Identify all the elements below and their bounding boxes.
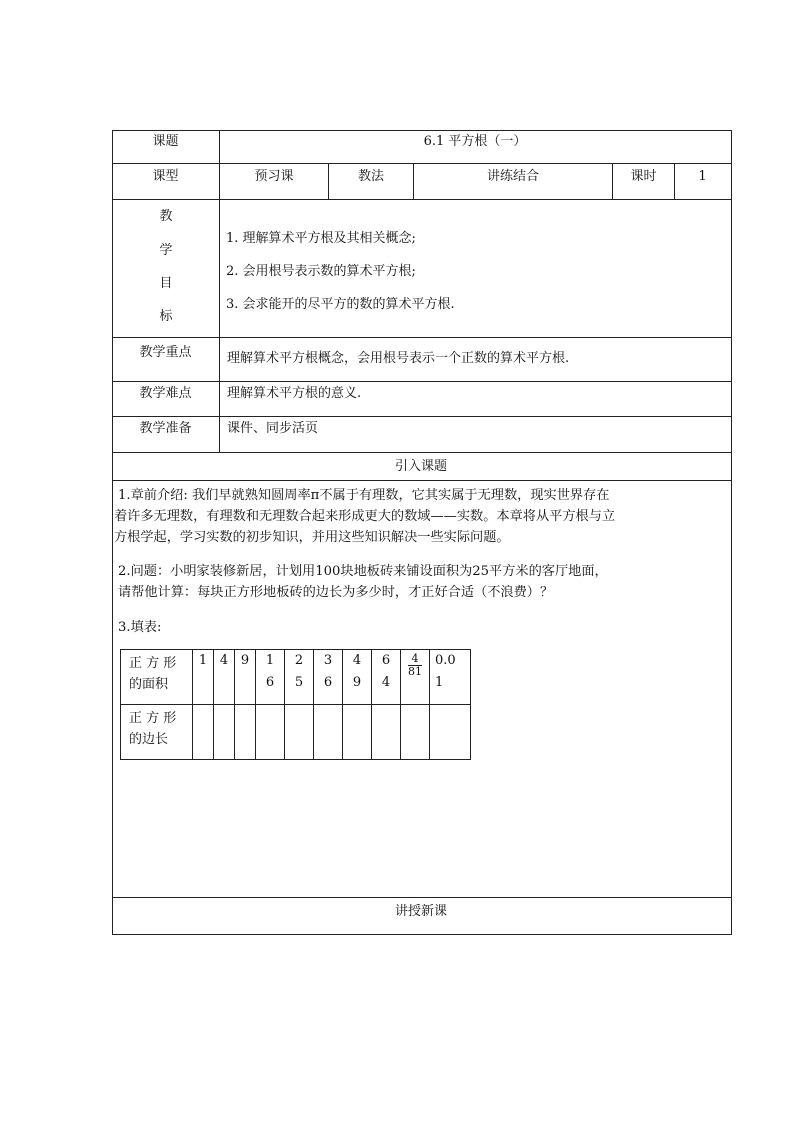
- preparation-value: 课件、同步活页: [227, 421, 319, 436]
- area-cell: 4 9: [343, 650, 372, 705]
- objective-item: 3. 会求能开的尽平方的数的算术平方根.: [226, 297, 455, 312]
- area-cell: 9: [235, 650, 256, 705]
- side-cell[interactable]: [214, 705, 235, 760]
- difficulty-value: 理解算术平方根的意义.: [227, 386, 362, 401]
- side-cell[interactable]: [372, 705, 401, 760]
- area-cell: 1 6: [256, 650, 285, 705]
- side-cell[interactable]: [343, 705, 372, 760]
- side-cell[interactable]: [430, 705, 471, 760]
- objective-item: 1. 理解算术平方根及其相关概念;: [226, 231, 416, 246]
- topic-label: 课题: [152, 134, 179, 149]
- intro-paragraph-line: 方根学起，学习实数的初步知识，并用这些知识解决一些实际问题。: [114, 530, 510, 545]
- objectives-label-char: 教: [159, 209, 173, 224]
- area-cell: 1: [193, 650, 214, 705]
- side-cell[interactable]: [235, 705, 256, 760]
- side-cell[interactable]: [401, 705, 430, 760]
- key-point-label: 教学重点: [139, 345, 192, 360]
- topic-value: 6.1 平方根（一）: [423, 134, 527, 149]
- type-value: 预习课: [254, 169, 294, 184]
- intro-paragraph-line: 着许多无理数，有理数和无理数合起来形成更大的数域——实数。本章将从平方根与立: [114, 509, 616, 524]
- area-row-label: 正 方 形 的面积: [121, 650, 193, 705]
- side-cell[interactable]: [285, 705, 314, 760]
- area-cell: 6 4: [372, 650, 401, 705]
- intro-paragraph-line: 1.章前介绍: 我们早就熟知圆周率π不属于有理数，它其实属于无理数，现实世界存在: [118, 488, 610, 503]
- type-label: 课型: [152, 169, 179, 184]
- intro-title: 引入课题: [394, 459, 447, 474]
- area-cell: 3 6: [314, 650, 343, 705]
- preparation-label: 教学准备: [139, 421, 192, 436]
- area-cell: 4: [214, 650, 235, 705]
- fraction: $\frac{4}{81}$: [408, 652, 422, 678]
- key-point-value: 理解算术平方根概念，会用根号表示一个正数的算术平方根.: [227, 351, 570, 366]
- area-cell-fraction: [401, 650, 430, 705]
- area-cell: 0.0 1: [430, 650, 471, 705]
- problem-paragraph-line: 请帮他计算：每块正方形地板砖的边长为多少时，才正好合适（不浪费）？: [118, 585, 554, 600]
- objectives-label-char: 标: [159, 309, 173, 324]
- area-cell: 2 5: [285, 650, 314, 705]
- objective-item: 2. 会用根号表示数的算术平方根;: [226, 264, 416, 279]
- new-lesson-title: 讲授新课: [394, 904, 447, 919]
- side-row-label: 正 方 形 的边长: [121, 705, 193, 760]
- side-cell[interactable]: [314, 705, 343, 760]
- method-value: 讲练结合: [486, 169, 539, 184]
- problem-paragraph-line: 2.问题：小明家装修新居，计划用100块地板砖来铺设面积为25平方米的客厅地面，: [118, 564, 608, 579]
- hours-label: 课时: [630, 169, 657, 184]
- objectives-label-char: 学: [159, 243, 173, 258]
- hours-value: 1: [698, 169, 707, 184]
- side-cell[interactable]: [256, 705, 285, 760]
- objectives-label-char: 目: [159, 276, 173, 291]
- method-label: 教法: [357, 169, 384, 184]
- difficulty-label: 教学难点: [139, 386, 192, 401]
- side-cell[interactable]: [193, 705, 214, 760]
- fill-table-instruction: 3.填表:: [118, 620, 162, 635]
- square-fill-table: [120, 649, 471, 760]
